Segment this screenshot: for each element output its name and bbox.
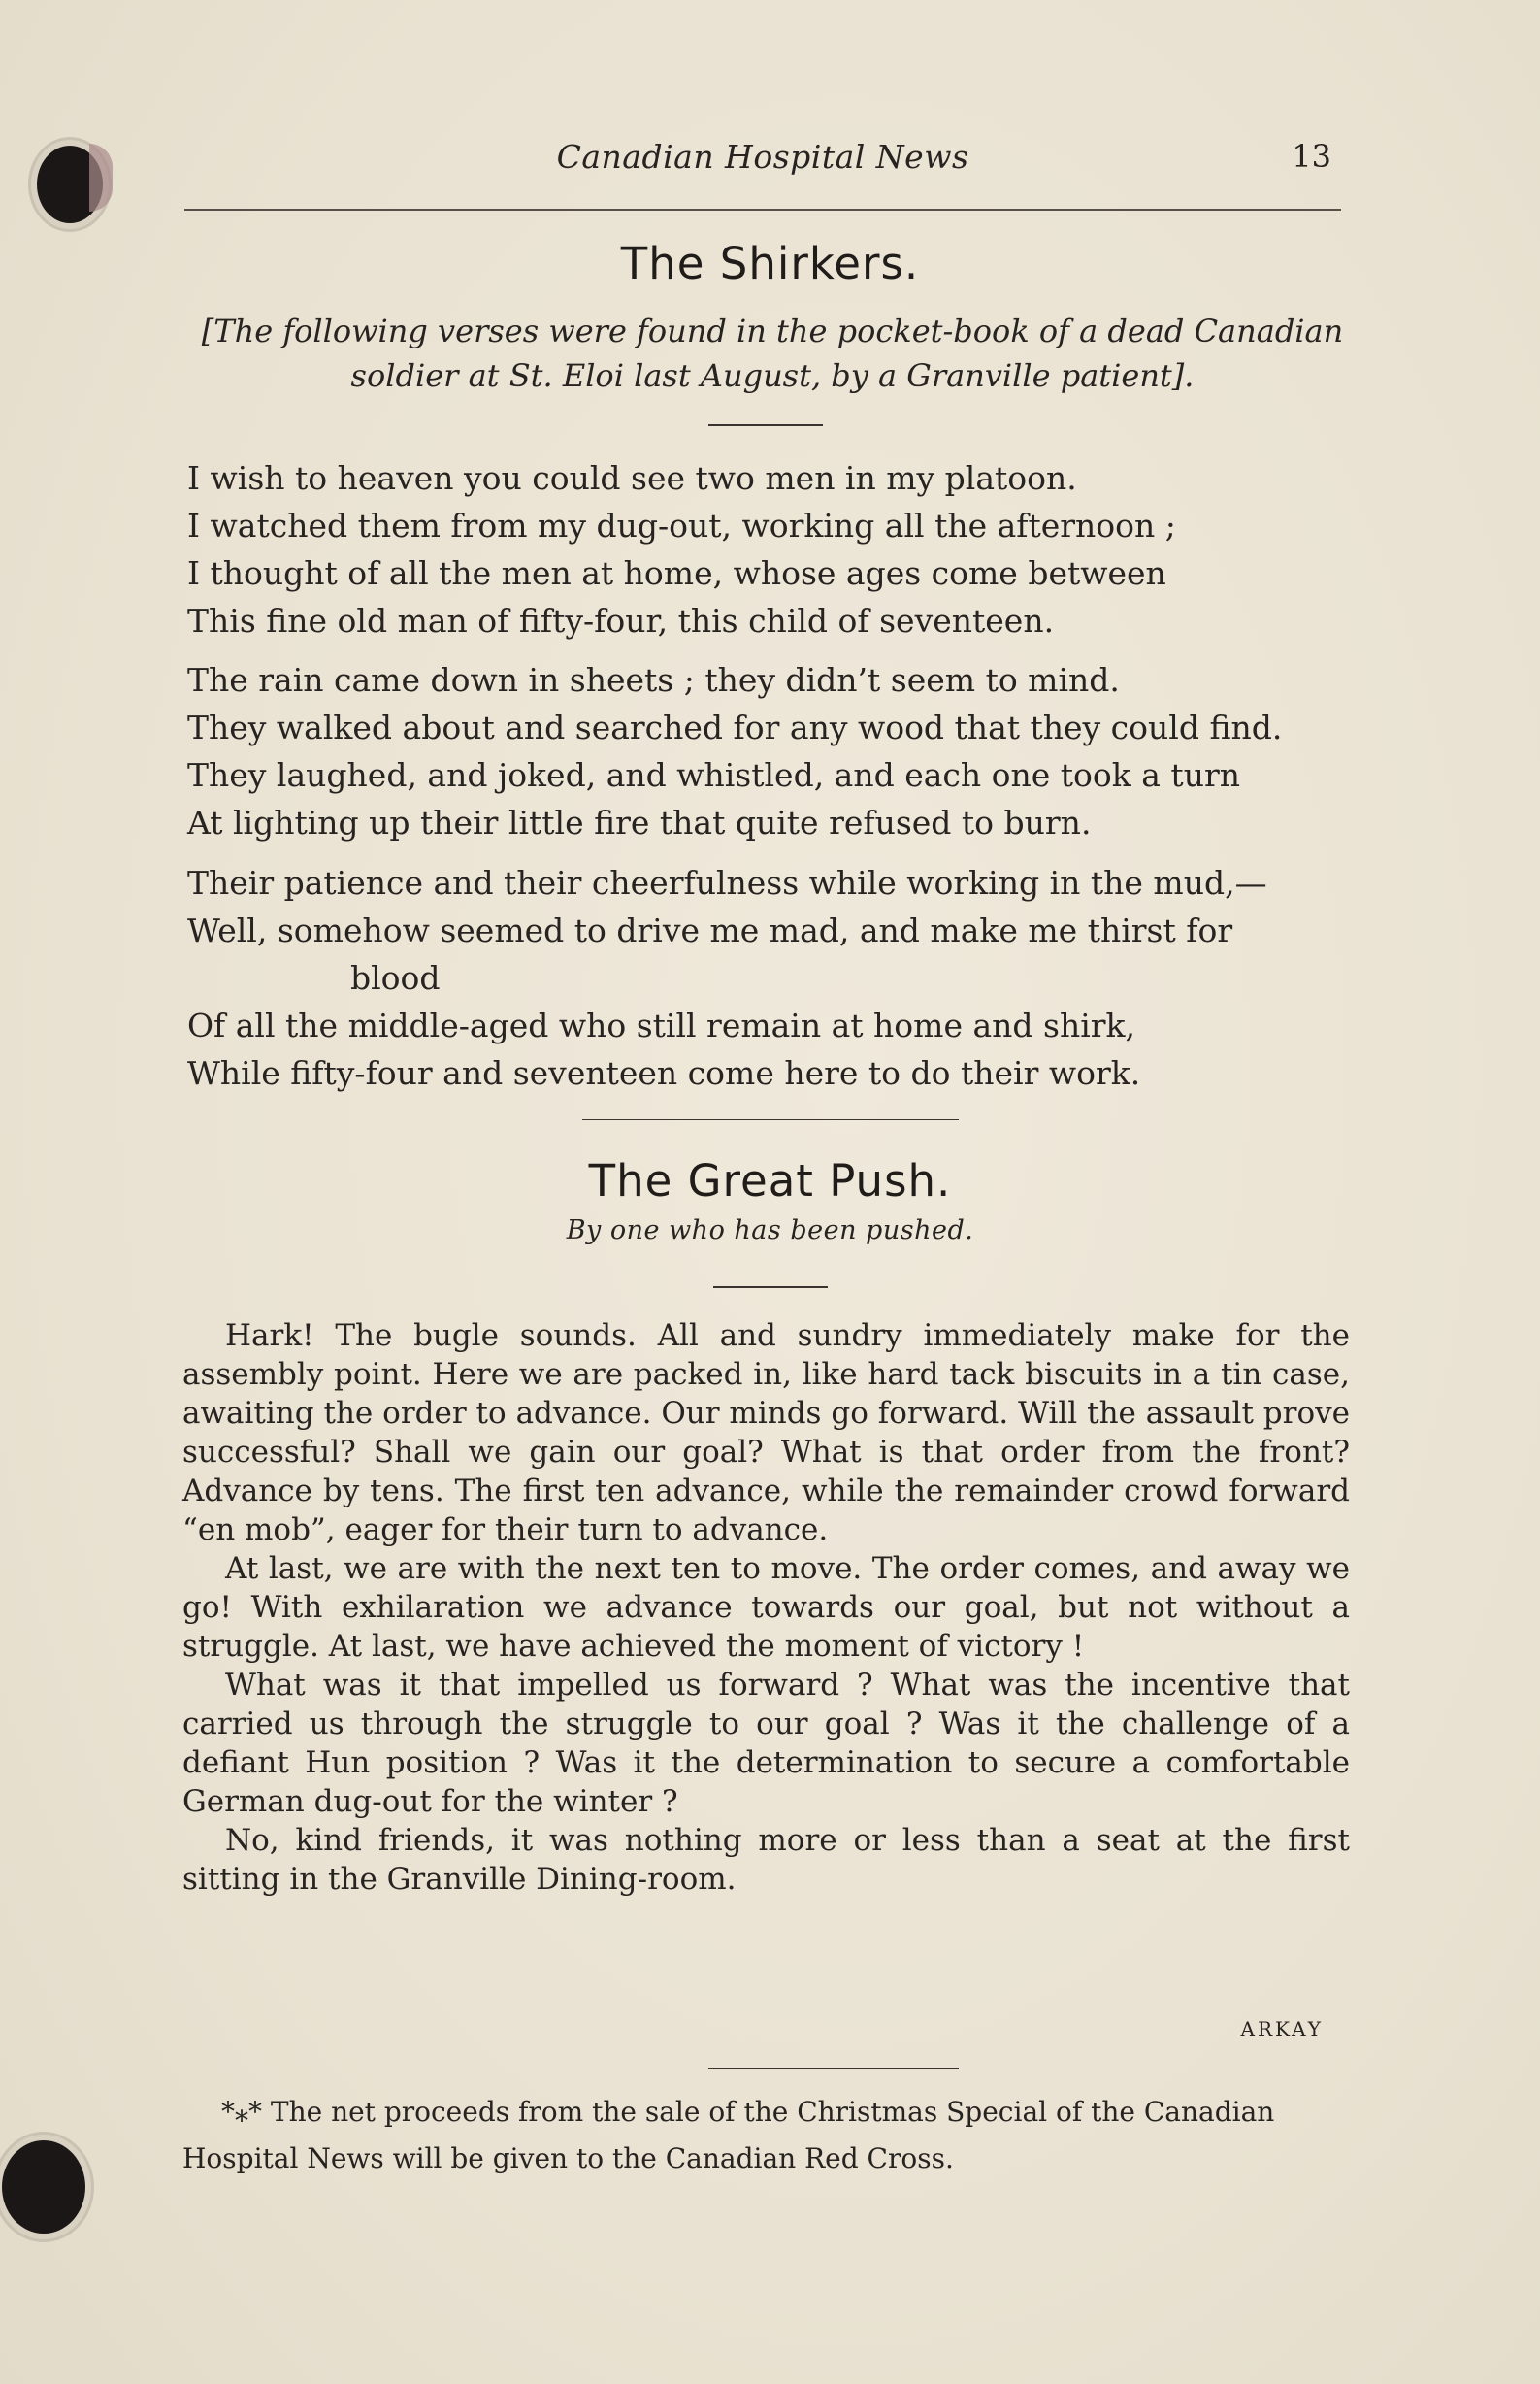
- poem-line: I thought of all the men at home, whose ages come between: [187, 554, 1166, 592]
- footnote-text: *⁎* The net proceeds from the sale of the Christmas Special of the Canadian Hospital News will be given to the Canadian Red Cross.: [182, 2096, 1275, 2174]
- article-title-great-push: The Great Push.: [588, 1155, 952, 1207]
- page-header: [184, 134, 1341, 182]
- paragraph: What was it that impelled us forward ? What was the incentive that carried us through the struggle to our goal ? Was it the challenge of a defiant Hun position ? Was it the determination to secure a comfortable German dug-out for the winter ?: [182, 1668, 1350, 1819]
- article-title-shirkers: The Shirkers.: [620, 238, 920, 289]
- poem-line: They walked about and searched for any wood that they could find.: [187, 709, 1283, 746]
- poem-line: This fine old man of fifty-four, this child of seventeen.: [187, 602, 1055, 640]
- poem-line: They laughed, and joked, and whistled, and each one took a turn: [187, 756, 1240, 794]
- poem-line: While fifty-four and seventeen come here to do their work.: [187, 1054, 1141, 1092]
- footnote-rule: [708, 2068, 959, 2069]
- punch-hole-top-tear: [89, 144, 113, 212]
- poem-line: I watched them from my dug-out, working all the afternoon ;: [187, 507, 1176, 545]
- poem-line: The rain came down in sheets ; they didn’t seem to mind.: [187, 661, 1120, 699]
- running-title: Canadian Hospital News: [556, 138, 969, 176]
- intro-note-line: soldier at St. Eloi last August, by a Granville patient].: [350, 357, 1195, 394]
- article-divider: [582, 1119, 959, 1120]
- signature: ARKAY: [1240, 2017, 1324, 2040]
- paragraph: Hark! The bugle sounds. All and sundry immediately make for the assembly point. Here we are packed in, like hard tack biscuits in a tin case, awaiting the order to advance. Our minds go forward. Will the assault prove successful? Shall we gain our goal? What is that order from the front? Advance by tens. The first ten advance, while the remainder crowd forward “en mob”, eager for their turn to advance.: [182, 1318, 1350, 1547]
- section-rule: [713, 1286, 828, 1288]
- paragraph: At last, we are with the next ten to move. The order comes, and away we go! With exhilaration we advance towards our goal, but not without a struggle. At last, we have achieved the moment of victory !: [182, 1551, 1350, 1664]
- poem-line-continuation: blood: [350, 959, 441, 997]
- poem-stanza-1: [187, 454, 1361, 645]
- intro-note-line: [The following verses were found in the pocket-book of a dead Canadian: [201, 313, 1344, 349]
- section-rule: [708, 424, 823, 426]
- poem-line: At lighting up their little fire that quite refused to burn.: [187, 804, 1092, 842]
- poem-stanza-3: [187, 859, 1361, 1097]
- paragraph: No, kind friends, it was nothing more or less than a seat at the first sitting in the Granville Dining-room.: [182, 1823, 1350, 1897]
- intro-note: [184, 309, 1360, 398]
- article-body: [182, 1316, 1350, 1899]
- poem-line: I wish to heaven you could see two men in my platoon.: [187, 459, 1077, 497]
- poem-stanza-2: [187, 656, 1361, 846]
- poem-line: Of all the middle-aged who still remain at home and shirk,: [187, 1007, 1136, 1044]
- poem-line: Their patience and their cheerfulness while working in the mud,—: [187, 864, 1267, 902]
- header-rule: [184, 209, 1341, 211]
- punch-hole-bottom: [2, 2140, 85, 2234]
- byline: By one who has been pushed.: [566, 1215, 974, 1245]
- footnote: [182, 2089, 1347, 2182]
- page-number: 13: [1292, 138, 1331, 175]
- poem-line: Well, somehow seemed to drive me mad, and make me thirst for: [187, 911, 1233, 949]
